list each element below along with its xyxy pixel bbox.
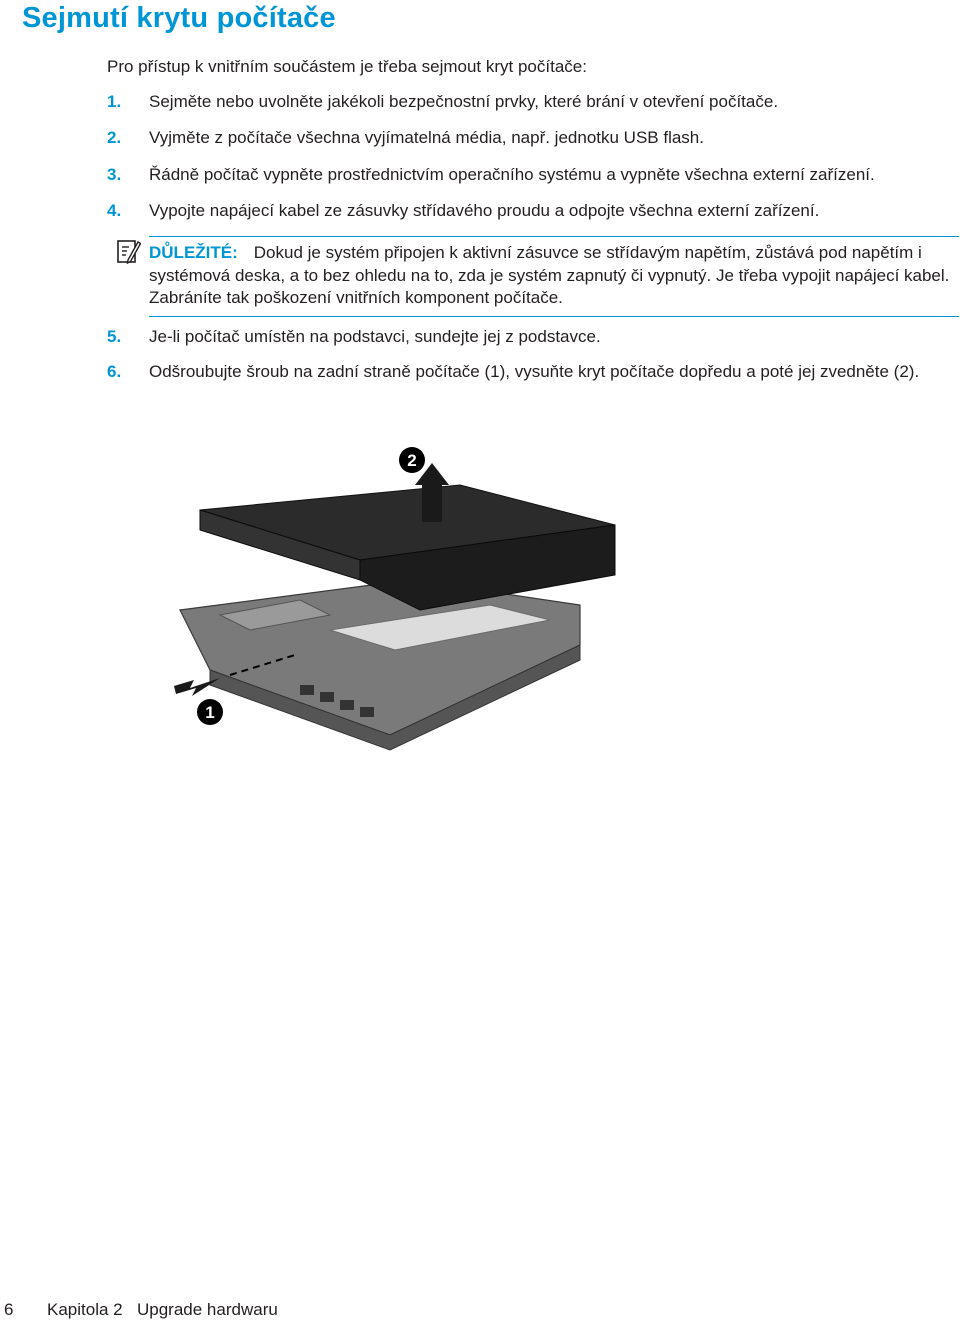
step-number: 1. (107, 92, 122, 111)
step-text: Řádně počítač vypněte prostřednictvím operačního systému a vypněte všechna externí zařízení. (149, 165, 875, 184)
intro-text: Pro přístup k vnitřním součástem je třeba sejmout kryt počítače: (107, 57, 587, 76)
chapter-label: Kapitola 2 (47, 1300, 123, 1319)
svg-text:1: 1 (205, 703, 215, 722)
step-number: 2. (107, 128, 122, 147)
step-text: Sejměte nebo uvolněte jakékoli bezpečnostní prvky, které brání v otevření počítače. (149, 92, 779, 111)
chapter-title: Upgrade hardwaru (137, 1300, 278, 1319)
page-title: Sejmutí krytu počítače (22, 2, 336, 34)
step-text: Je-li počítač umístěn na podstavci, sundejte jej z podstavce. (149, 327, 601, 346)
slide-arrow-icon (174, 678, 220, 696)
step-text: Odšroubujte šroub na zadní straně počítače (1), vysuňte kryt počítače dopředu a poté jej zvedněte (2). (149, 362, 920, 381)
callout-1 (197, 699, 223, 725)
computer-chassis (180, 580, 580, 750)
step-number: 3. (107, 165, 122, 184)
step-number: 4. (107, 201, 122, 220)
computer-cover (200, 485, 615, 610)
step-number: 6. (107, 362, 122, 381)
important-note-icon (117, 238, 141, 264)
note-label: DŮLEŽITÉ: (149, 243, 238, 262)
svg-text:2: 2 (407, 451, 417, 470)
step-number: 5. (107, 327, 122, 346)
note-text: Dokud je systém připojen k aktivní zásuvce se střídavým napětím, zůstává pod napětím i systémová deska, a to bez ohledu na to, zda je systém zapnutý či vypnutý. Je třeba vypojit napájecí kabel. Zabráníte tak poškození vnitřních komponent počítače. (149, 243, 950, 307)
step-text: Vypojte napájecí kabel ze zásuvky střídavého proudu a odpojte všechna externí zařízení. (149, 201, 820, 220)
step-text: Vyjměte z počítače všechna vyjímatelná média, např. jednotku USB flash. (149, 128, 704, 147)
important-note (149, 236, 959, 317)
callout-2 (399, 447, 425, 473)
page-number: 6 (4, 1300, 14, 1319)
computer-cover-illustration (160, 430, 640, 760)
